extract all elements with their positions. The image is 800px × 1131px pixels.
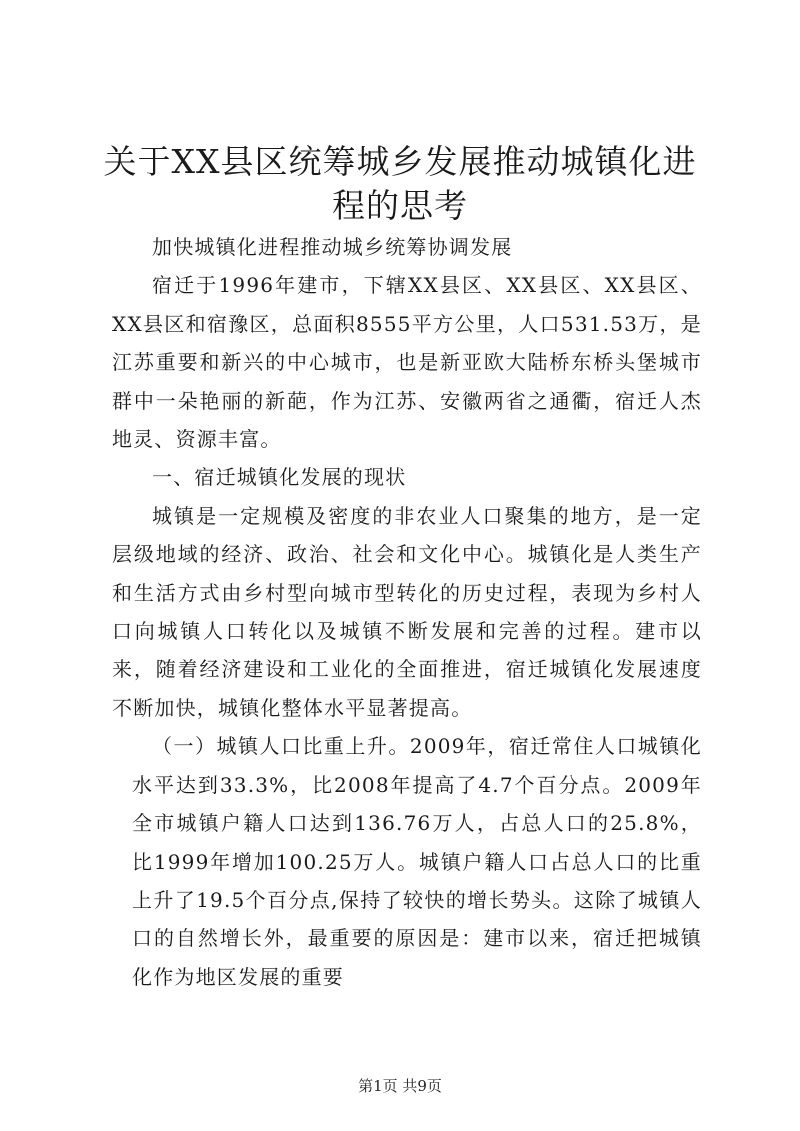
body-paragraph: 城镇是一定规模及密度的非农业人口聚集的地方，是一定层级地域的经济、政治、社会和文化中心。城镇化是人类生产和生活方式由乡村型向城市型转化的历史过程，表现为乡村人口向城镇人口转化以及城镇不断发展和完善的过程。建市以来，随着经济建设和工业化的全面推进，宿迁城镇化发展速度不断加快，城镇化整体水平显著提高。 (112, 503, 702, 720)
subtitle-paragraph: 加快城镇化进程推动城乡统筹协调发展 (152, 235, 513, 259)
page-footer: 第1页 共9页 (358, 1077, 442, 1095)
document-title: 关于XX县区统筹城乡发展推动城镇化进程的思考 (103, 142, 697, 225)
document-body (112, 228, 702, 996)
subsection-paragraph: （一）城镇人口比重上升。2009年，宿迁常住人口城镇化水平达到33.3%，比2008年提高了4.7个百分点。2009年全市城镇户籍人口达到136.76万人，占总人口的25.8%，比1999年增加100.25万人。城镇户籍人口占总人口的比重上升了19.5个百分点,保持了较快的增长势头。这除了城镇人口的自然增长外，最重要的原因是：建市以来，宿迁把城镇化作为地区发展的重要 (132, 734, 702, 989)
section-heading: 一、宿迁城镇化发展的现状 (152, 465, 407, 490)
intro-paragraph: 宿迁于1996年建市，下辖XX县区、XX县区、XX县区、XX县区和宿豫区，总面积8555平方公里，人口531.53万，是江苏重要和新兴的中心城市，也是新亚欧大陆桥东桥头堡城市群中一朵艳丽的新葩，作为江苏、安徽两省之通衢，宿迁人杰地灵、资源丰富。 (112, 273, 702, 452)
